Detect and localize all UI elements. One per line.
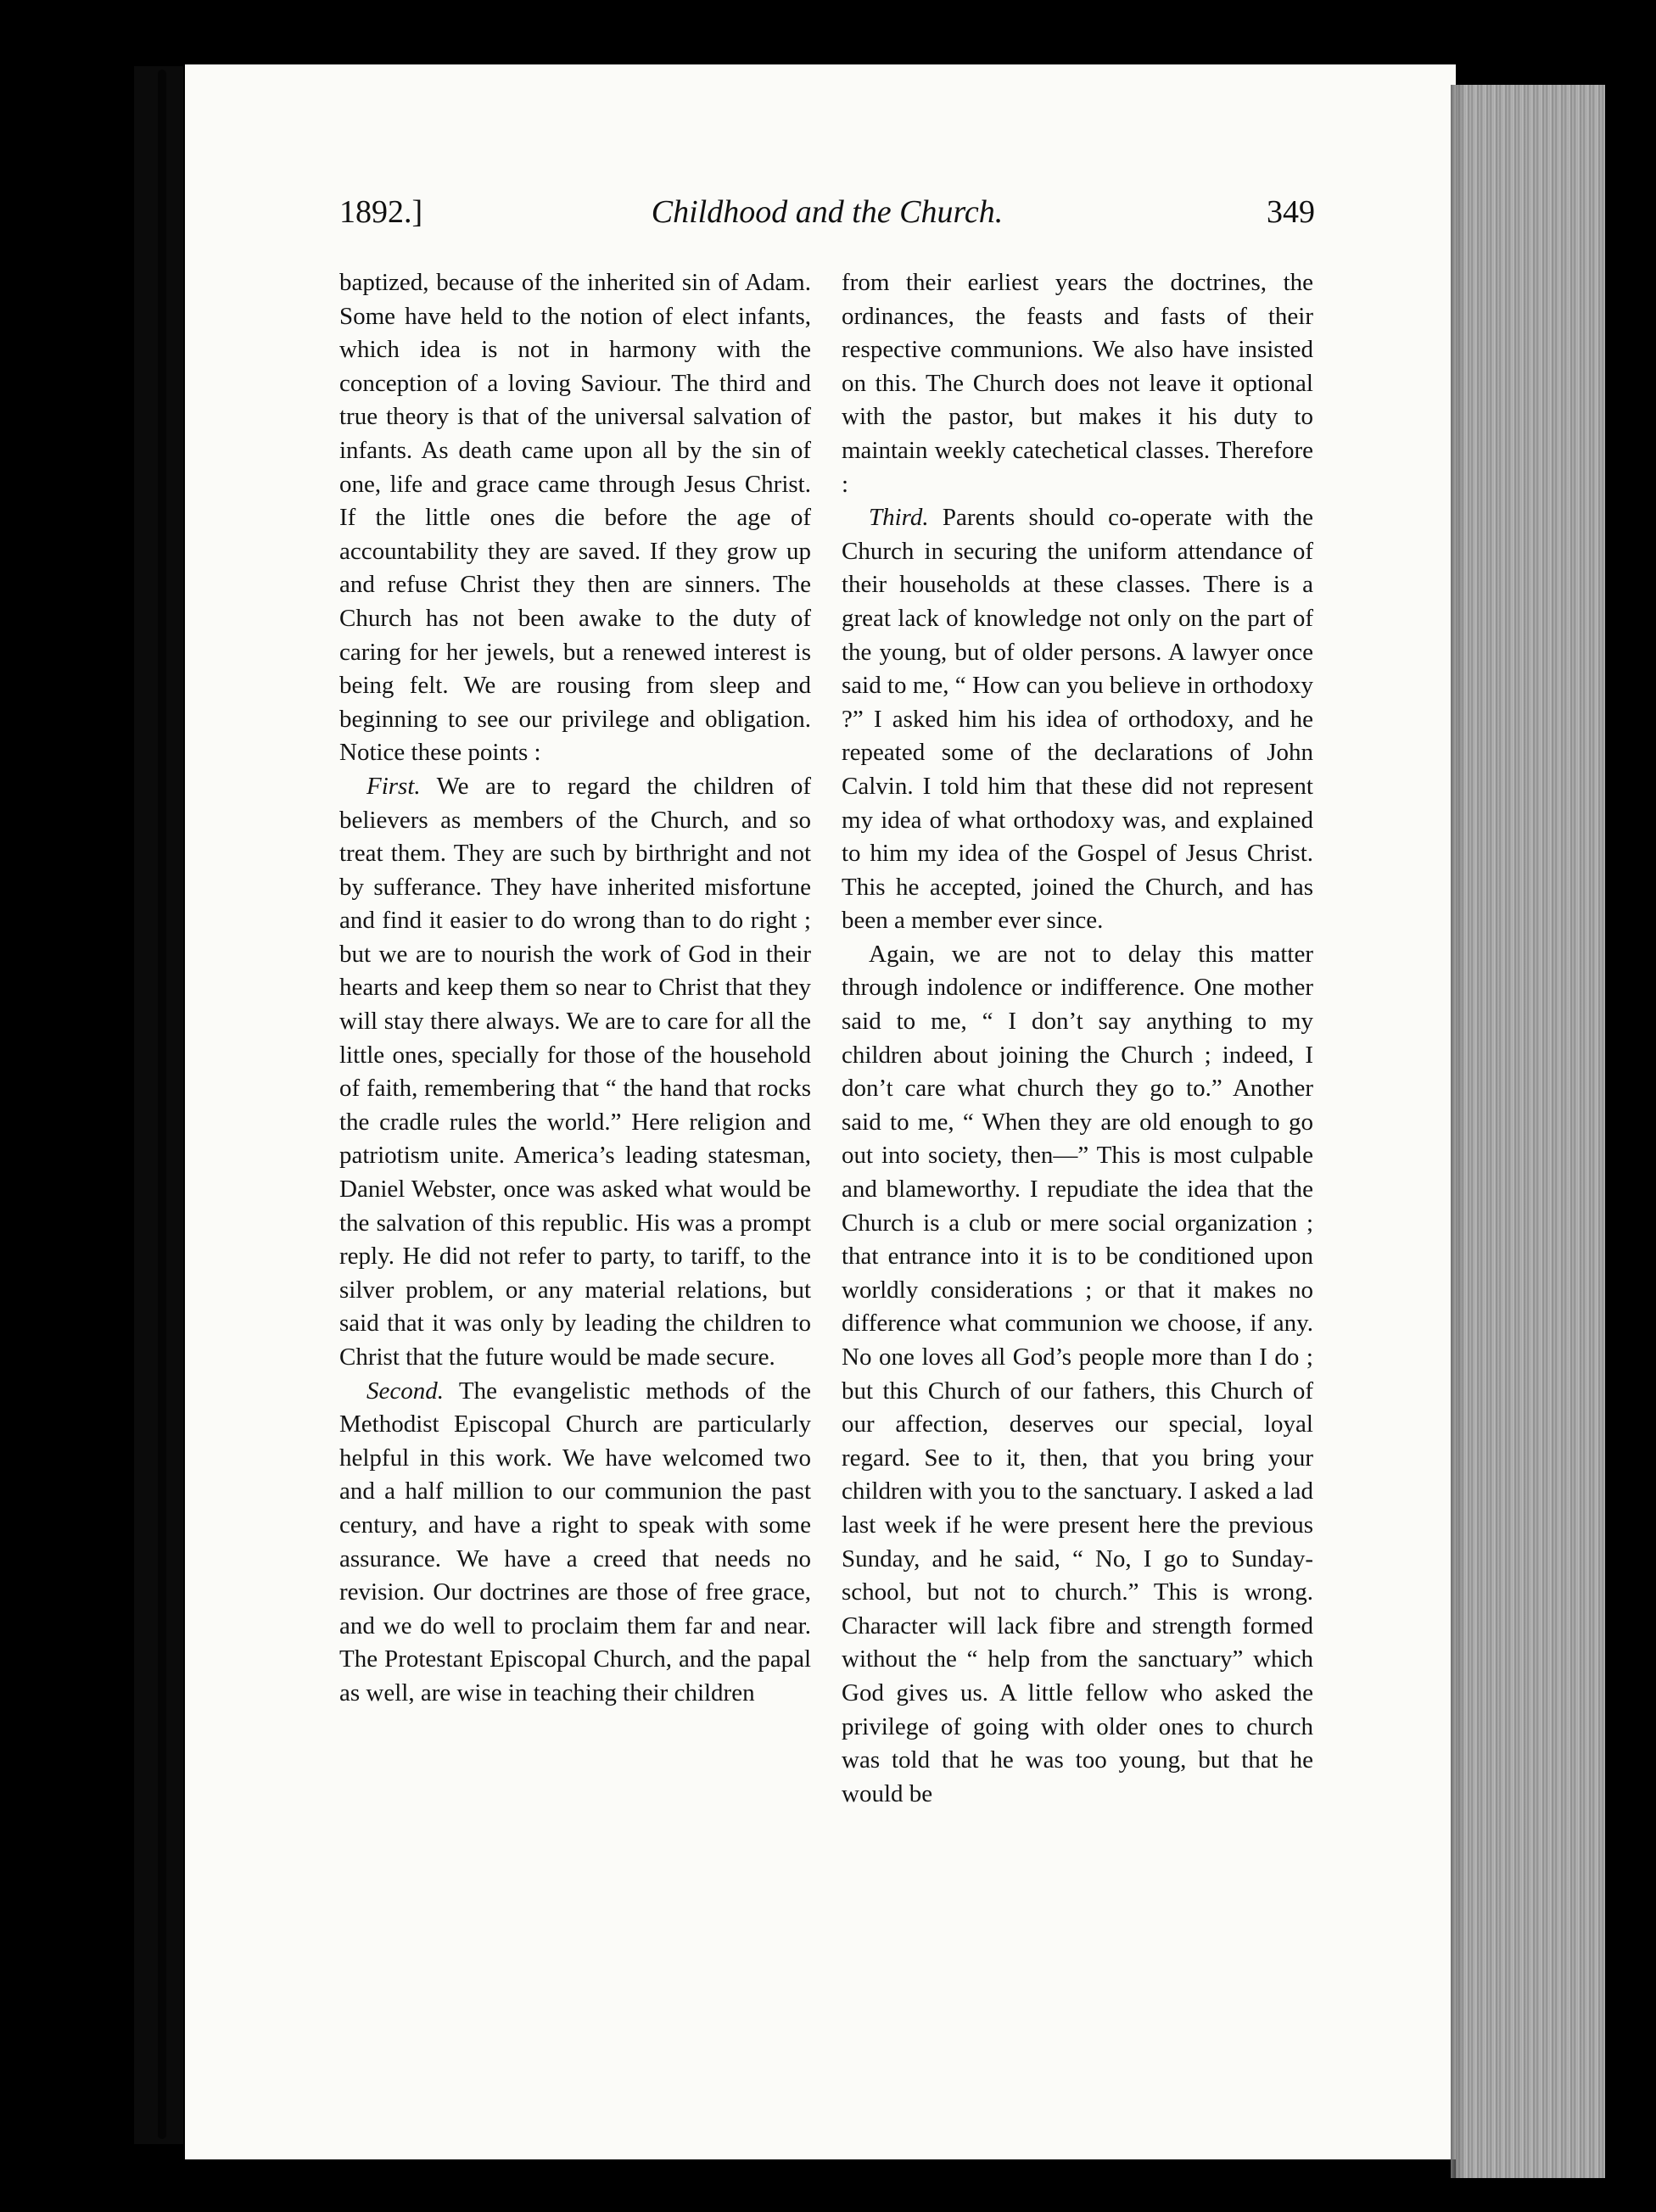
- paragraph: [842, 501, 1313, 938]
- left-column: [339, 266, 811, 2081]
- paragraph-lead: First.: [366, 772, 421, 800]
- paragraph: [339, 770, 811, 1375]
- paragraph-lead: Third.: [869, 504, 929, 532]
- paragraph-text: Parents should co-operate with the Church in securing the uniform attendance of their households at these classes. There is a great lack of knowledge not only on the part of the young, but of older persons. A lawyer once said to me, “ How can you believe in orthodoxy ?” I asked him his idea of orthodoxy, and he repeated some of the declarations of John Calvin. I told him that these did not represent my idea of what orthodoxy was, and explained to him my idea of the Gospel of Jesus Christ. This he accepted, joined the Church, and has been a member ever since.: [842, 504, 1313, 935]
- right-column: [842, 266, 1313, 2081]
- page-number: 349: [1267, 194, 1315, 230]
- paragraph: [339, 1375, 811, 1711]
- page-fore-edge: [1456, 85, 1605, 2178]
- paragraph: Again, we are not to delay this matter through indolence or indifference. One mother said to me, “ I don’t say anything to my children about joining the Church ; indeed, I don’t care what church they go to.” Another said to me, “ When they are old enough to go out into society, then—” This is most culpable and blameworthy. I repudiate the idea that the Church is a club or mere social organization ; that entrance into it is to be conditioned upon worldly considerations ; or that it makes no difference what communion we choose, if any. No one loves all God’s people more than I do ; but this Church of our fathers, this Church of our affection, deserves our special, loyal regard. See to it, then, that you bring your children with you to the sanctuary. I asked a lad last week if he were present here the previous Sunday, and he said, “ No, I go to Sunday-school, but not to church.” This is wrong. Character will lack fibre and strength formed without the “ help from the sanctuary” which God gives us. A little fellow who asked the privilege of going with older ones to church was told that he was too young, but that he would be: [842, 940, 1313, 1807]
- binding-line: [158, 70, 166, 2139]
- paragraph-text: We are to regard the children of believers as members of the Church, and so treat them. They are such by birthright and not by sufferance. They have inherited misfortune and find it easier to do wrong than to do right ; but we are to nourish the work of God in their hearts and keep them so near to Christ that they will stay there always. We are to care for all the little ones, specially for those of the household of faith, remembering that “ the hand that rocks the cradle rules the world.” Here religion and patriotism unite. America’s leading statesman, Daniel Webster, once was asked what would be the salvation of this republic. His was a prompt reply. He did not refer to party, to tariff, to the silver problem, or any material relations, but said that it was only by leading the children to Christ that the future would be made secure.: [339, 772, 811, 1371]
- header-year: 1892.]: [339, 194, 423, 230]
- paragraph: from their earliest years the doctrines, the ordinances, the feasts and fasts of their respective communions. We also have insisted on this. The Church does not leave it optional with the pastor, but makes it his duty to maintain weekly catechetical classes. Therefore :: [842, 269, 1313, 498]
- fore-edge-shadow: [1451, 85, 1464, 2178]
- paragraph: baptized, because of the inherited sin of Adam. Some have held to the notion of elect infants, which idea is not in harmony with the conception of a loving Saviour. The third and true theory is that of the universal salvation of infants. As death came upon all by the sin of one, life and grace came through Jesus Christ. If the little ones die before the age of accountability they are saved. If they grow up and refuse Christ they then are sinners. The Church has not been awake to the duty of caring for her jewels, but a renewed interest is being felt. We are rousing from sleep and beginning to see our privilege and obligation. Notice these points :: [339, 269, 811, 767]
- header-title: Childhood and the Church.: [651, 194, 1004, 230]
- running-header: [339, 193, 1315, 244]
- paragraph-text: The evangelistic methods of the Methodist Episcopal Church are particularly helpful in this work. We have welcomed two and a half million to our communion the past century, and have a right to speak with some assurance. We have a creed that needs no revision. Our doctrines are those of free grace, and we do well to proclaim them far and near. The Protestant Episcopal Church, and the papal as well, are wise in teaching their children: [339, 1377, 811, 1706]
- paragraph-lead: Second.: [366, 1377, 444, 1405]
